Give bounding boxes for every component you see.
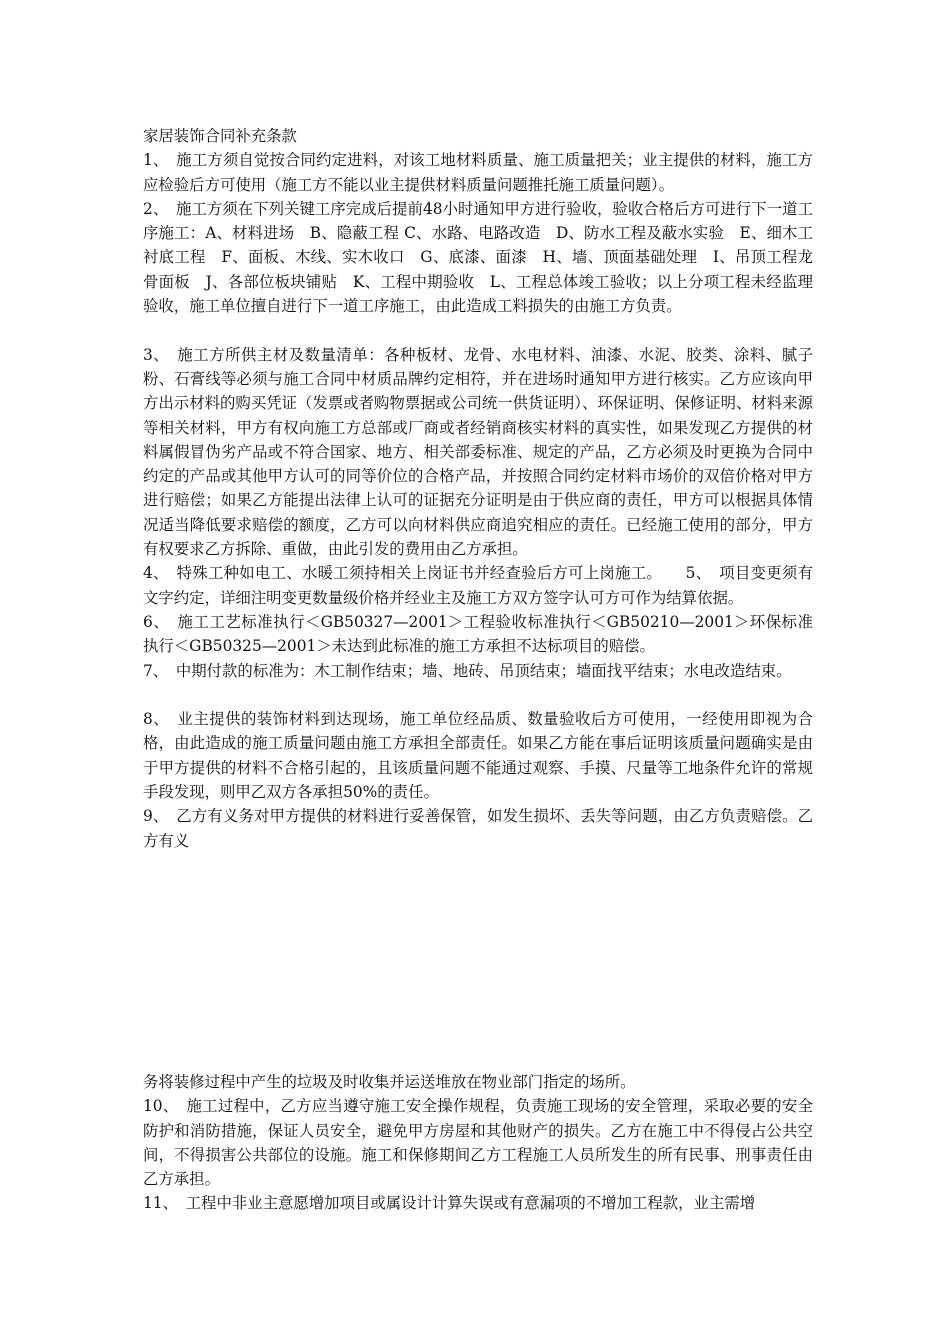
clause-9: 9、 乙方有义务对甲方提供的材料进行妥善保管，如发生损坏、丢失等问题，由乙方负责赔偿。乙方有义 xyxy=(143,807,813,850)
paragraph-gap xyxy=(143,683,813,707)
document-body-part1 xyxy=(143,124,813,853)
clause-6: 6、 施工工艺标准执行＜GB50327—2001＞工程验收标准执行＜GB50210—2001＞环保标准执行＜GB50325—2001＞未达到此标准的施工方承担不达标项目的赔偿。 xyxy=(143,612,813,656)
clause-3: 3、 施工方所供主材及数量清单：各种板材、龙骨、水电材料、油漆、水泥、胶类、涂料、腻子粉、石膏线等必须与施工合同中材质品牌约定相符，并在进场时通知甲方进行核实。乙方应该向甲方出示材料的购买凭证（发票或者购物票据或公司统一供货证明）、环保证明、保修证明、材料来源等相关材料，甲方有权向施工方总部或厂商或者经销商核实材料的真实性，如果发现乙方提供的材料属假冒伪劣产品或不符合国家、地方、相关部委标准、规定的产品，乙方必须及时更换为合同中约定的产品或其他甲方认可的同等价位的合格产品，并按照合同约定材料市场价的双倍价格对甲方进行赔偿；如果乙方能提出法律上认可的证据充分证明是由于供应商的责任，甲方可以根据具体情况适当降低要求赔偿的额度，乙方可以向材料供应商追究相应的责任。已经施工使用的部分，甲方有权要求乙方拆除、重做，由此引发的费用由乙方承担。 xyxy=(143,345,813,559)
clause-11: 11、 工程中非业主意愿增加项目或属设计计算失误或有意漏项的不增加工程款，业主需增 xyxy=(143,1194,756,1213)
paragraph-gap xyxy=(143,318,813,342)
clause-9-continued: 务将装修过程中产生的垃圾及时收集并运送堆放在物业部门指定的场所。 xyxy=(143,1073,636,1091)
clause-2: 2、 施工方须在下列关键工序完成后提前48小时通知甲方进行验收，验收合格后方可进行下一道工序施工：A、材料进场 B、隐蔽工程 C、水路、电路改造 D、防水工程及蔽水实验 E、细木工衬底工程 F、面板、木线、实木收口 G、底漆、面漆 H、墙、顶面基础处理 I、吊顶工程龙骨面板 J、各部位板块铺贴 K、工程中期验收 L、工程总体竣工验收；以上分项工程未经监理验收，施工单位擅自进行下一道工序施工，由此造成工料损失的由施工方负责。 xyxy=(143,199,813,316)
document-body-part2 xyxy=(143,1070,813,1216)
clause-10: 10、 施工过程中，乙方应当遵守施工安全操作规程，负责施工现场的安全管理，采取必要的安全防护和消防措施，保证人员安全，避免甲方房屋和其他财产的损失。乙方在施工中不得侵占公共空间，不得损害公共部位的设施。施工和保修期间乙方工程施工人员所发生的所有民事、刑事责任由乙方承担。 xyxy=(143,1097,813,1189)
clause-8: 8、 业主提供的装饰材料到达现场，施工单位经品质、数量验收后方可使用，一经使用即视为合格，由此造成的施工质量问题由施工方承担全部责任。如果乙方能在事后证明该质量问题确实是由于甲方提供的材料不合格引起的，且该质量问题不能通过观察、手摸、尺量等工地条件允许的常规手段发现，则甲乙双方各承担50%的责任。 xyxy=(143,710,813,802)
clause-4-5: 4、 特殊工种如电工、水暖工须持相关上岗证书并经查验后方可上岗施工。 5、 项目变更须有文字约定，详细注明变更数量级价格并经业主及施工方双方签字认可方可作为结算依据。 xyxy=(143,564,813,607)
document-title: 家居装饰合同补充条款 xyxy=(143,127,297,145)
clause-1: 1、 施工方须自觉按合同约定进料，对该工地材料质量、施工质量把关；业主提供的材料，施工方应检验后方可使用（施工方不能以业主提供材料质量问题推托施工质量问题）。 xyxy=(143,151,813,194)
clause-7: 7、 中期付款的标准为：木工制作结束；墙、地砖、吊顶结束；墙面找平结束；水电改造结束。 xyxy=(143,661,792,680)
